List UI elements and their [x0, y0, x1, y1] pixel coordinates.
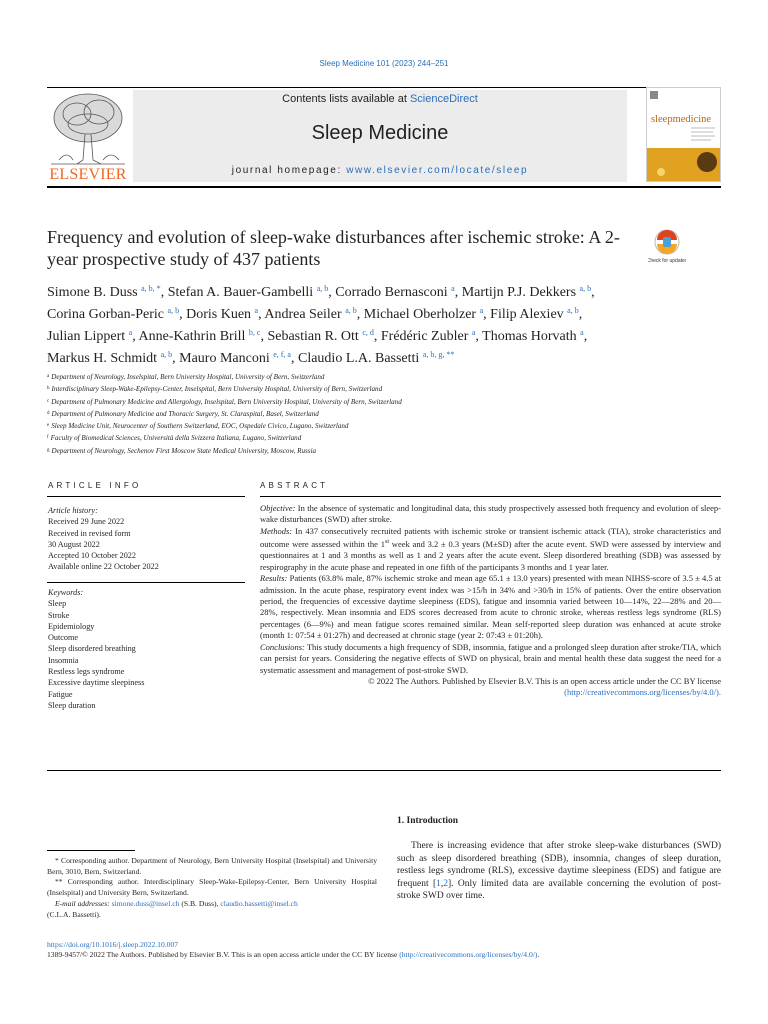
- author-affiliation-marker[interactable]: e, f, a: [273, 350, 291, 359]
- author: [335, 285, 454, 300]
- author: [364, 307, 483, 322]
- affiliation-text: Department of Neurology, Sechenov First Moscow State Medical University, Moscow, Russia: [51, 446, 317, 455]
- abstract-body: [260, 503, 721, 699]
- history-item: Received 29 June 2022: [48, 517, 125, 527]
- contents-line: [133, 93, 627, 105]
- affiliation-key: a: [47, 374, 50, 379]
- author: [267, 329, 373, 344]
- affiliation-item: [47, 408, 707, 420]
- footnote-rule: [47, 850, 135, 851]
- author: [490, 307, 579, 322]
- email-link-duss[interactable]: simone.duss@insel.ch: [111, 898, 180, 908]
- introduction-heading: 1. Introduction: [397, 816, 459, 826]
- methods-text-b: week and 3.2 ± 0.3 years (M±SD) after the acute event. SWD were assessed by interview and questionnaires at 1 and 3 months as well as 1 and 2 years after the acute event. Sleep disordered breathing (SDB) was assessed by respirography in the acute phase and repeated in one fifth of the participants 3 months and 1 year later.: [260, 539, 721, 572]
- author-name: Doris Kuen: [186, 307, 252, 322]
- author-affiliation-marker[interactable]: b, c: [248, 328, 261, 337]
- author: [179, 351, 291, 366]
- author: [264, 307, 356, 322]
- author-name: Corina Gorban-Peric: [47, 307, 165, 322]
- keyword: Outcome: [48, 633, 79, 643]
- affiliation-key: f: [47, 435, 49, 441]
- abstract-methods: [260, 526, 721, 573]
- affiliation-item: [47, 420, 707, 432]
- methods-superscript: st: [384, 539, 389, 546]
- issn-end: .: [537, 950, 540, 959]
- footnote-corresponding-2: ** Corresponding author. Interdisciplinary Sleep-Wake-Epilepsy-Center, Bern University Hospital (Inselspital) and University Bern, Switzerland.: [47, 877, 377, 898]
- issn-text: 1389-9457/© 2022 The Authors. Published by Elsevier B.V. This is an open access article under the CC BY license: [47, 950, 400, 959]
- keyword: Sleep disordered breathing: [48, 644, 136, 654]
- keyword: Sleep duration: [48, 700, 96, 710]
- history-item: Received in revised form: [48, 528, 131, 538]
- author: [138, 329, 260, 344]
- author-name: Martijn P.J. Dekkers: [461, 285, 577, 300]
- author-affiliation-marker[interactable]: a: [451, 284, 455, 293]
- affiliation-key: b: [47, 386, 50, 392]
- footnotes: [47, 856, 377, 920]
- affiliation-text: Interdisciplinary Sleep-Wake-Epilepsy-Center, Inselspital, Bern University Hospital, University of Bern, Switzerland: [51, 385, 383, 394]
- affiliation-key: g: [47, 447, 50, 453]
- author-name: Filip Alexiev: [490, 307, 564, 322]
- cover-title: sleepmedicine: [651, 114, 712, 125]
- author-name: Corrado Bernasconi: [335, 285, 448, 300]
- affiliation-text: Department of Pulmonary Medicine and Thoracic Surgery, St. Claraspital, Basel, Switzerland: [51, 409, 319, 418]
- methods-label: Methods:: [260, 525, 293, 536]
- article-title: Frequency and evolution of sleep-wake disturbances after ischemic stroke: A 2-year prospective study of 437 patients: [47, 227, 620, 269]
- author-name: Mauro Manconi: [179, 351, 270, 366]
- keyword: Stroke: [48, 610, 70, 620]
- author-affiliation-marker[interactable]: a, b: [567, 306, 579, 315]
- author-affiliation-marker[interactable]: a: [471, 328, 476, 337]
- author-affiliation-marker[interactable]: a, b: [160, 350, 173, 359]
- article-history: [48, 505, 244, 573]
- affiliation-item: [47, 371, 707, 383]
- keywords-section: [48, 587, 244, 711]
- introduction-paragraph: [397, 840, 721, 903]
- author-name: Andrea Seiler: [264, 307, 342, 322]
- sciencedirect-link[interactable]: ScienceDirect: [409, 93, 478, 105]
- affiliation-list: [47, 371, 707, 457]
- author: [298, 351, 454, 366]
- author-affiliation-marker[interactable]: c, d: [362, 328, 374, 337]
- author-name: Julian Lippert: [47, 329, 126, 344]
- affiliation-text: Department of Neurology, Inselspital, Bern University Hospital, University of Bern, Switzerland: [51, 373, 325, 381]
- conclusions-label: Conclusions:: [260, 641, 305, 652]
- author: [482, 329, 584, 344]
- author: [47, 285, 161, 300]
- keyword: Insomnia: [48, 655, 79, 665]
- affiliation-item: [47, 396, 707, 408]
- author-affiliation-marker[interactable]: a, b: [345, 306, 357, 315]
- history-keywords-rule: [47, 582, 245, 583]
- keyword: Sleep: [48, 599, 67, 609]
- footnote-corresponding-1: * Corresponding author. Department of Neurology, Bern University Hospital (Inselspital) and University Bern, 3010, Bern, Switzerland.: [47, 856, 377, 876]
- author-name: Michael Oberholzer: [363, 307, 477, 322]
- author: [47, 329, 132, 344]
- abstract-conclusions: [260, 642, 721, 676]
- article-info-rule: [47, 496, 245, 497]
- email-link-bassetti[interactable]: claudio.bassetti@insel.ch: [220, 898, 298, 908]
- affiliation-item: [47, 383, 707, 395]
- author-name: Stefan A. Bauer-Gambelli: [167, 285, 314, 300]
- author: [462, 285, 591, 300]
- homepage-link[interactable]: www.elsevier.com/locate/sleep: [346, 165, 529, 176]
- keywords-label: Keywords:: [48, 588, 84, 597]
- abstract-bottom-rule: [47, 770, 721, 771]
- header-rule-top: [47, 87, 721, 88]
- author-name: Sebastian R. Ott: [267, 329, 359, 344]
- article-info-heading: ARTICLE INFO: [48, 481, 142, 490]
- contents-prefix: Contents lists available at: [282, 93, 410, 105]
- author: [47, 307, 179, 322]
- journal-homepage-line: [133, 165, 627, 176]
- author-affiliation-marker[interactable]: a: [128, 328, 133, 337]
- email-owner-duss: (S.B. Duss),: [179, 898, 221, 908]
- keyword: Fatigue: [48, 689, 73, 699]
- affiliation-text: Faculty of Biomedical Sciences, Università della Svizzera Italiana, Lugano, Switzerland: [50, 434, 302, 443]
- check-for-updates-badge[interactable]: [648, 228, 686, 270]
- author: [381, 329, 476, 344]
- intro-text-a: There is increasing evidence that after stroke sleep-wake disturbances (SWD) such as sleep disordered breathing (SDB), insomnia, changes of sleep duration, restless legs syndrome (RLS), excessive daytime sleepiness (EDS) and fatigue are frequent [: [397, 841, 721, 889]
- author-name: Anne-Kathrin Brill: [138, 329, 246, 344]
- keyword: Restless legs syndrome: [48, 667, 125, 677]
- author-affiliation-marker[interactable]: a, b, g, **: [422, 350, 455, 359]
- history-item: Available online 22 October 2022: [48, 562, 159, 572]
- results-text: Patients (63.8% male, 87% ischemic stroke and mean age 65.1 ± 13.0 years) presented with mean NIHSS-score of 3.5 ± 4.5 at admission. In the acute phase, respiratory event index was >15/h in 34% and >30/h in 15% of patients. Over the entire observation period, the frequencies of excessive daytime sleepiness (EDS), fatigue and insomnia varied between 10—14%, 22—28% and 20—28%, respectively. Mean insomnia and EDS scores decreased from acute to chronic stroke, whereas restless legs syndrome (RLS) percentages (6—9%) and mean fatigue scores remained similar. Mean self-reported sleep duration was enhanced at acute stroke (month 1: 07:54 ± 01:27h) and decreased at chronic stage (year 2: 07:43 ± 01:20h).: [260, 573, 721, 641]
- author: [47, 351, 172, 366]
- issn-line: [47, 950, 539, 959]
- abstract-results: [260, 573, 721, 641]
- journal-name: Sleep Medicine: [311, 122, 449, 144]
- author: [186, 307, 258, 322]
- affiliation-item: [47, 432, 707, 444]
- affiliation-text: Sleep Medicine Unit, Neurocenter of Southern Switzerland, EOC, Ospedale Civico, Lugano, Switzerland: [51, 422, 349, 431]
- objective-label: Objective:: [260, 503, 296, 513]
- check-for-updates-label: Check for updates: [648, 258, 686, 264]
- affiliation-key: e: [47, 423, 50, 429]
- abstract-license: [260, 676, 721, 699]
- author-name: Simone B. Duss: [47, 285, 138, 300]
- header-rule-bottom: [47, 186, 721, 188]
- affiliation-key: c: [47, 398, 50, 404]
- results-label: Results:: [260, 573, 288, 584]
- crossmark-icon: [648, 228, 686, 270]
- author-name: Claudio L.A. Bassetti: [297, 351, 420, 366]
- keyword: Epidemiology: [48, 621, 95, 631]
- intro-text-b: ]. Only limited data are available concerning the evolution of post-stroke SWD over time.: [397, 878, 721, 902]
- keyword: Excessive daytime sleepiness: [48, 678, 145, 688]
- reference-link-1[interactable]: 1: [436, 878, 441, 889]
- author: [168, 285, 329, 300]
- license-link[interactable]: (http://creativecommons.org/licenses/by/4.0/).: [564, 687, 721, 698]
- author-affiliation-marker[interactable]: a, b: [167, 306, 180, 315]
- history-item: 30 August 2022: [48, 539, 100, 549]
- abstract-heading: ABSTRACT: [260, 481, 329, 490]
- history-item: Accepted 10 October 2022: [48, 551, 136, 561]
- affiliation-key: d: [47, 410, 50, 416]
- abstract-rule: [260, 496, 721, 497]
- journal-citation[interactable]: Sleep Medicine 101 (2023) 244–251: [319, 59, 449, 68]
- doi-link[interactable]: https://doi.org/10.1016/j.sleep.2022.10.007: [47, 940, 179, 949]
- author-name: Thomas Horvath: [482, 329, 577, 344]
- abstract-objective: [260, 503, 721, 526]
- methods-text-a: In 437 consecutively recruited patients with ischemic stroke or transient ischemic attack (TIA), stroke characteristics and outcome were assessed within the 1: [260, 525, 721, 550]
- author-affiliation-marker[interactable]: a: [580, 328, 584, 337]
- author-affiliation-marker[interactable]: a, b: [316, 284, 329, 293]
- author-affiliation-marker[interactable]: a: [254, 306, 259, 315]
- journal-cover-image: [646, 87, 721, 182]
- history-label: Article history:: [48, 506, 98, 515]
- conclusions-text: This study documents a high frequency of SDB, insomnia, fatigue and a prolonged sleep duration after stroke/TIA, which can persist for years. Considering the negative effects of SWD on physical, brain and mental health these data suggest the need for a systematic assessment and management of post-stroke SWD.: [260, 641, 721, 675]
- author-list: Simone B. Duss $^{a, b, *}$, Stefan A. Bauer-Gambelli $^{a, b}$, Corrado Bernasconi $^a$, Martijn P.J. Dekkers $^{a, b}$, Corina Gorban-Peric $^{a, b}$, Doris Kuen $^a$, Andrea Seiler $^{a, b}$, Michael Oberholzer $^a$, Filip Alexiev $^{a, b}$, Julian Lippert $^a$, Anne-Kathrin Brill $^{b, c}$, Sebastian R. Ott $^{c, d}$, Frédéric Zubler $^a$, Thomas Horvath $^a$, Markus H. Schmidt $^{a, b}$, Mauro Manconi $^{e, f, a}$, Claudio L.A. Bassetti $^{a, b, g, **}$: [47, 284, 595, 366]
- footnote-emails: [47, 899, 377, 910]
- affiliation-text: Department of Pulmonary Medicine and Allergology, Inselspital, Bern University Hospital, University of Bern, Switzerland: [51, 397, 402, 406]
- author-affiliation-marker[interactable]: a, b: [579, 284, 592, 293]
- author-affiliation-marker[interactable]: a: [479, 306, 484, 315]
- author-affiliation-marker[interactable]: a, b, *: [141, 284, 161, 293]
- elsevier-wordmark: ELSEVIER: [49, 166, 127, 183]
- footnote-email-owner-bassetti: (C.L.A. Bassetti).: [47, 909, 101, 919]
- reference-separator: ,: [440, 878, 444, 889]
- author-name: Markus H. Schmidt: [47, 351, 158, 366]
- homepage-prefix: journal homepage:: [231, 165, 347, 176]
- objective-text: In the absence of systematic and longitudinal data, this study prospectively assessed both frequency and evolution of sleep-wake disturbances (SWD) after stroke.: [260, 503, 721, 525]
- author-name: Frédéric Zubler: [380, 329, 469, 344]
- license-text: © 2022 The Authors. Published by Elsevier B.V. This is an open access article under the CC BY license: [368, 675, 721, 686]
- email-label: E-mail addresses:: [55, 898, 110, 908]
- reference-link-2[interactable]: 2: [443, 878, 449, 889]
- issn-license-link[interactable]: (http://creativecommons.org/licenses/by/4.0/): [399, 950, 538, 959]
- affiliation-item: [47, 445, 707, 457]
